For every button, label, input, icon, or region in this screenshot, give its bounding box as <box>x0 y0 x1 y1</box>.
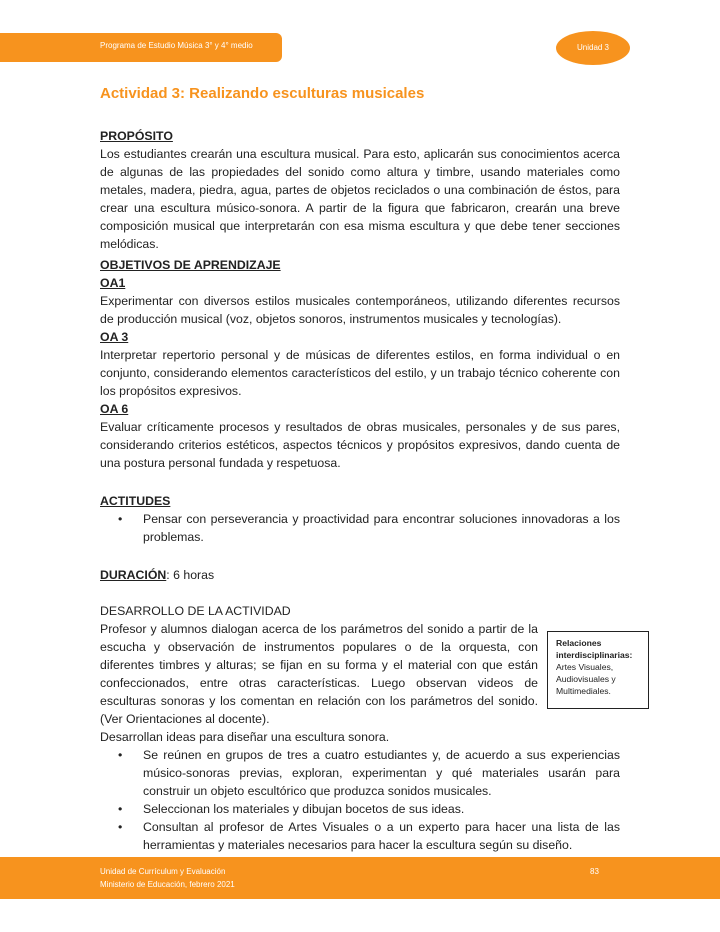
oa-code: OA1 <box>100 276 126 290</box>
duracion-section <box>100 566 620 584</box>
list-item: • Pensar con perseverancia y proactividad para encontrar soluciones innovadoras a los problemas. <box>100 510 620 546</box>
program-title: Programa de Estudio Música 3° y 4° medio <box>100 41 253 50</box>
actitudes-section <box>100 492 620 546</box>
interdisciplinary-box <box>547 631 649 709</box>
proposito-text: Los estudiantes crearán una escultura musical. Para esto, aplicarán sus conocimientos acerca de algunas de las propiedades del sonido como altura y timbre, usando materiales como metales, madera, piedra, agua, partes de objetos reciclados o una combinación de éstos, para crear una escultura músico-sonora. A partir de la figura que fabricaron, crearán una breve composición musical que interpretarán con esa misma escultura y que debe tener secciones melódicas. <box>100 147 620 251</box>
box-line: Artes Visuales, <box>556 662 614 672</box>
objetivos-heading: OBJETIVOS DE APRENDIZAJE <box>100 258 281 272</box>
oa-text: Interpretar repertorio personal y de músicas de diferentes estilos, en forma individual o en conjunto, considerando elementos característicos del estilo, y un trabajo técnico coherente con los propósitos expresivos. <box>100 348 620 398</box>
oa-code: OA 3 <box>100 330 129 344</box>
actitudes-list <box>100 510 620 546</box>
footer-line-2: Ministerio de Educación, febrero 2021 <box>100 880 235 889</box>
proposito-heading: PROPÓSITO <box>100 129 173 143</box>
proposito-section <box>100 127 620 253</box>
list-item: • Se reúnen en grupos de tres a cuatro estudiantes y, de acuerdo a sus experiencias músico-sonoras previas, exploran, experimentan y qué materiales usarán para construir un objeto escultórico que produzca sonidos musicales. <box>100 746 620 800</box>
list-item: • Consultan al profesor de Artes Visuales o a un experto para hacer una lista de las herramientas y materiales necesarios para hacer la escultura según su diseño. <box>100 818 620 854</box>
box-line: Multimediales. <box>556 686 611 696</box>
list-item: • Seleccionan los materiales y dibujan bocetos de sus ideas. <box>100 800 620 818</box>
objetivos-section <box>100 256 620 472</box>
footer-bar <box>0 857 720 899</box>
footer-line-1: Unidad de Currículum y Evaluación <box>100 867 226 876</box>
desarrollo-text: Profesor y alumnos dialogan acerca de los parámetros del sonido a partir de la escucha y observación de instrumentos populares o de la orquesta, con diferentes timbres y alturas; se fijan en su forma y el material con que están confeccionados, entre otras características. Luego observan videos de esculturas sonoras y los comentan en relación con los parámetros del sonido. (Ver Orientaciones al docente). <box>100 622 538 726</box>
duracion-value: : 6 horas <box>166 568 215 582</box>
desarrollo-heading: DESARROLLO DE LA ACTIVIDAD <box>100 604 291 618</box>
desarrollo-text-2: Desarrollan ideas para diseñar una escultura sonora. <box>100 730 390 744</box>
actitudes-heading: ACTITUDES <box>100 494 171 508</box>
oa-text: Experimentar con diversos estilos musicales contemporáneos, utilizando diferentes recursos de producción musical (voz, objetos sonoros, instrumentos musicales y tecnologías). <box>100 294 620 326</box>
desarrollo-section <box>100 602 620 854</box>
desarrollo-list <box>100 746 620 854</box>
header-bar <box>0 33 282 62</box>
unit-badge: Unidad 3 <box>556 31 630 65</box>
activity-title: Actividad 3: Realizando esculturas musicales <box>100 85 425 102</box>
box-line: Audiovisuales y <box>556 674 616 684</box>
box-heading: Relaciones interdisciplinarias: <box>556 638 633 660</box>
oa-text: Evaluar críticamente procesos y resultados de obras musicales, personales y de sus pares, considerando criterios estéticos, aspectos técnicos y propósitos expresivos, dando cuenta de una postura personal fundada y respetuosa. <box>100 420 620 470</box>
page-number: 83 <box>590 867 599 876</box>
duracion-heading: DURACIÓN <box>100 568 167 582</box>
oa-code: OA 6 <box>100 402 129 416</box>
